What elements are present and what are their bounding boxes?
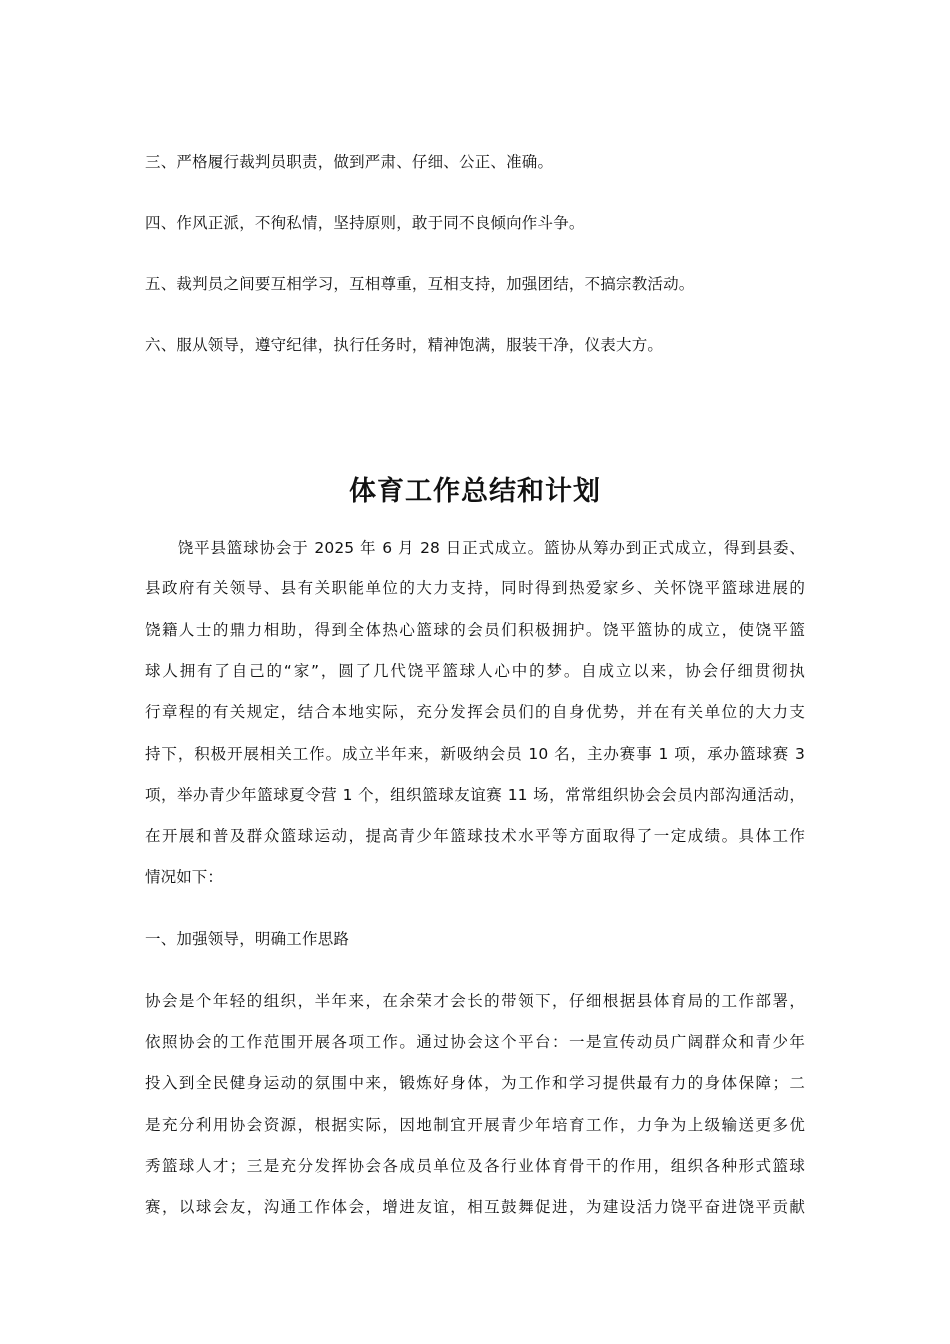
section-line: 协会是个年轻的组织，半年来，在余荣才会长的带领下，仔细根据县体育局的工作部署， bbox=[145, 992, 805, 1010]
intro-line: 饶平县篮球协会于 2025 年 6 月 28 日正式成立。篮协从筹办到正式成立，得到县委、 bbox=[145, 539, 805, 557]
intro-line: 球人拥有了自己的“家”，圆了几代饶平篮球人心中的梦。自成立以来，协会仔细贯彻执 bbox=[145, 662, 805, 680]
intro-line: 项，举办青少年篮球夏令营 1 个，组织篮球友谊赛 11 场，常常组织协会会员内部沟通活动， bbox=[145, 786, 805, 804]
rule-item-3: 三、严格履行裁判员职责，做到严肃、仔细、公正、准确。 bbox=[145, 153, 554, 171]
section-line: 依照协会的工作范围开展各项工作。通过协会这个平台：一是宣传动员广阔群众和青少年 bbox=[145, 1033, 805, 1051]
section-line: 投入到全民健身运动的氛围中来，锻炼好身体，为工作和学习提供最有力的身体保障；二 bbox=[145, 1074, 805, 1092]
section-line: 赛，以球会友，沟通工作体会，增进友谊，相互鼓舞促进，为建设活力饶平奋进饶平贡献 bbox=[145, 1198, 805, 1216]
document-title: 体育工作总结和计划 bbox=[349, 476, 601, 507]
rule-item-5: 五、裁判员之间要互相学习，互相尊重，互相支持，加强团结，不搞宗教活动。 bbox=[145, 275, 695, 293]
section-line: 秀篮球人才；三是充分发挥协会各成员单位及各行业体育骨干的作用，组织各种形式篮球 bbox=[145, 1157, 805, 1175]
intro-line: 在开展和普及群众篮球运动，提高青少年篮球技术水平等方面取得了一定成绩。具体工作 bbox=[145, 827, 805, 845]
intro-line: 饶籍人士的鼎力相助，得到全体热心篮球的会员们积极拥护。饶平篮协的成立，使饶平篮 bbox=[145, 621, 805, 639]
section-heading: 一、加强领导，明确工作思路 bbox=[145, 930, 350, 948]
intro-line: 情况如下： bbox=[145, 868, 224, 886]
rule-item-4: 四、作风正派，不徇私情，坚持原则，敢于同不良倾向作斗争。 bbox=[145, 214, 585, 232]
section-line: 是充分利用协会资源，根据实际，因地制宜开展青少年培育工作，力争为上级输送更多优 bbox=[145, 1116, 805, 1134]
intro-line: 县政府有关领导、县有关职能单位的大力支持，同时得到热爱家乡、关怀饶平篮球进展的 bbox=[145, 579, 805, 597]
intro-line: 行章程的有关规定，结合本地实际，充分发挥会员们的自身优势，并在有关单位的大力支 bbox=[145, 703, 805, 721]
rule-item-6: 六、服从领导，遵守纪律，执行任务时，精神饱满，服装干净，仪表大方。 bbox=[145, 336, 664, 354]
intro-line: 持下，积极开展相关工作。成立半年来，新吸纳会员 10 名，主办赛事 1 项，承办篮球赛 3 bbox=[145, 745, 805, 763]
